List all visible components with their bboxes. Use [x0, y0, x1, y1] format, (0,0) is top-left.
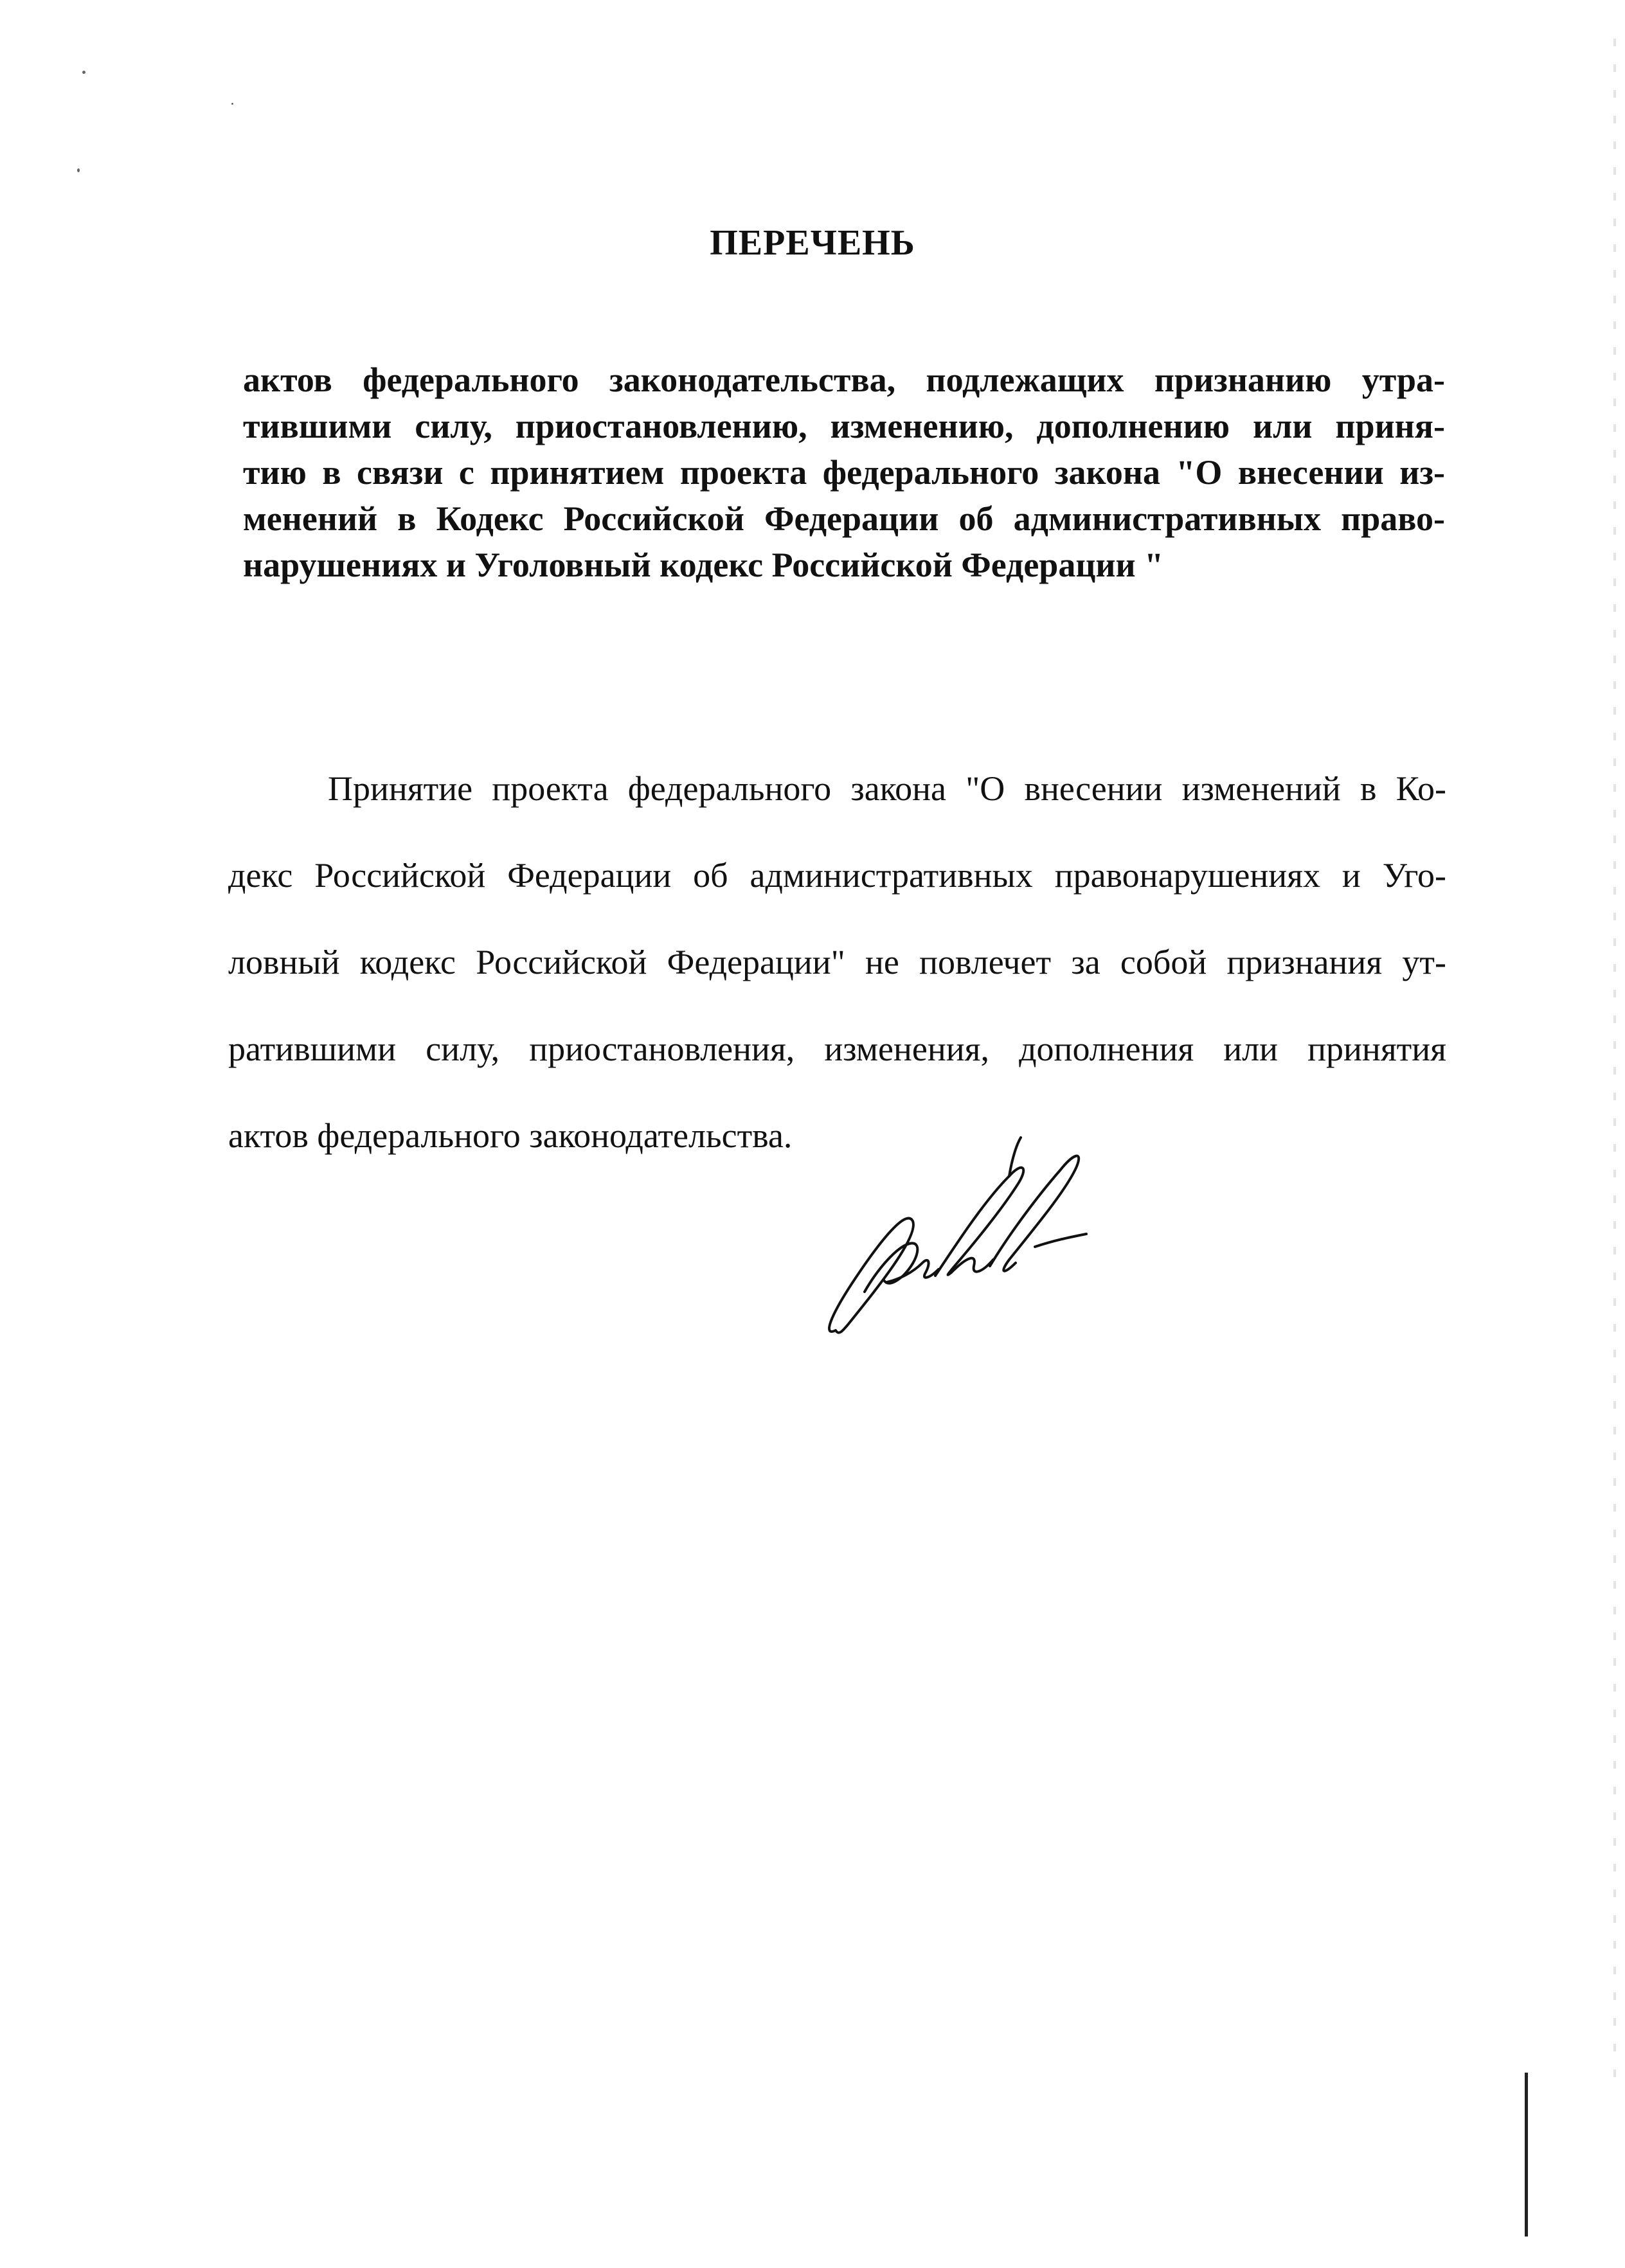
body-line: ратившими силу, приостановления, изменения, дополнения или принятия [228, 1030, 1446, 1068]
body-line: декс Российской Федерации об административных правонарушениях и Уго- [228, 856, 1446, 895]
body-line: ловный кодекс Российской Федерации" не повлечет за собой признания ут- [228, 943, 1446, 981]
body-line: Принятие проекта федерального закона "О внесении изменений в Ко- [328, 769, 1446, 808]
scan-speck [82, 71, 85, 74]
body-paragraph [228, 746, 1446, 1179]
subtitle-line: нарушениях и Уголовный кодекс Российской Федерации " [243, 546, 1164, 584]
scan-speck [231, 103, 233, 105]
scan-edge-bar [1525, 2073, 1528, 2237]
document-subtitle [243, 357, 1445, 588]
scan-speck [77, 168, 80, 172]
scan-edge-artifact [1613, 39, 1616, 2095]
subtitle-line: тившими силу, приостановлению, изменению, дополнению или приня- [243, 407, 1445, 445]
subtitle-line: актов федерального законодательства, подлежащих признанию утра- [243, 361, 1445, 399]
handwritten-signature [816, 1131, 1266, 1343]
body-line: актов федерального законодательства. [228, 1116, 793, 1155]
subtitle-line: тию в связи с принятием проекта федерального закона "О внесении из- [243, 453, 1445, 492]
document-title: ПЕРЕЧЕНЬ [710, 223, 915, 263]
subtitle-line: менений в Кодекс Российской Федерации об административных право- [243, 499, 1445, 538]
